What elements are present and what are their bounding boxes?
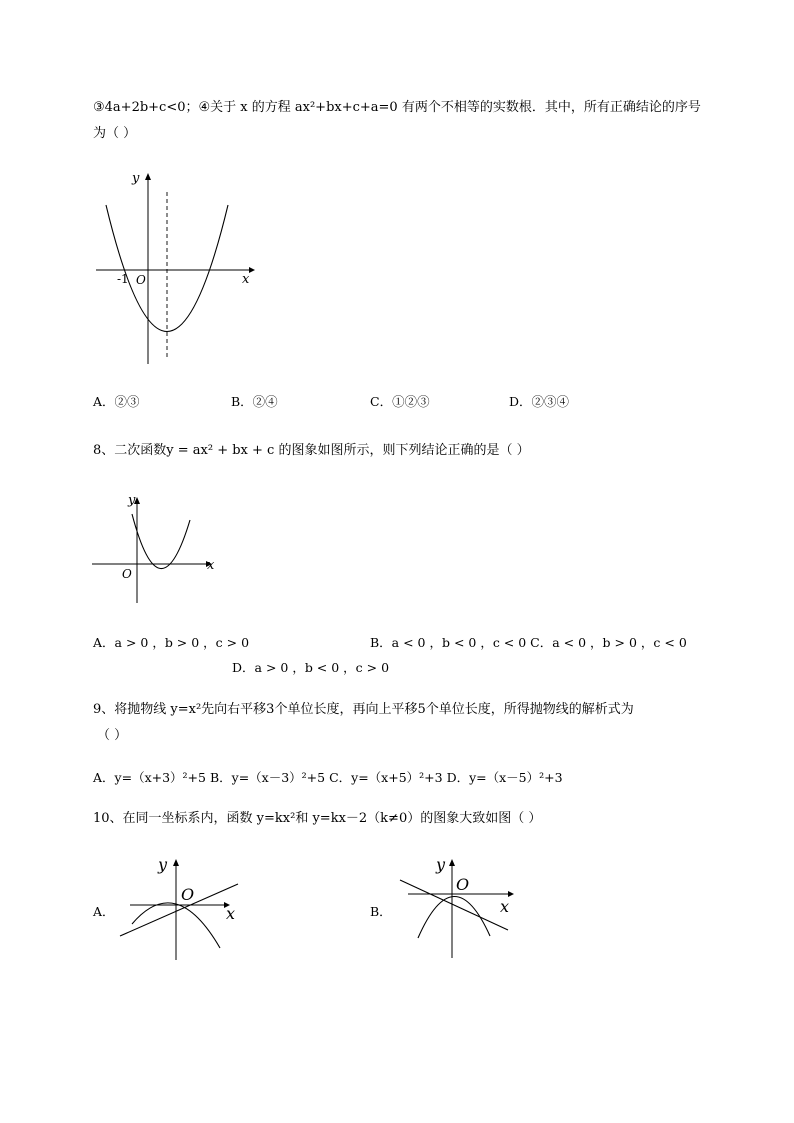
q10a-origin-label: O [181,885,195,904]
q7-option-d: D．②③④ [509,394,570,409]
q7-stem-line2: 为（ ） [93,126,137,141]
q7-option-a: A．②③ [93,394,140,409]
q7-option-b: B．②④ [231,394,278,409]
q10a-line [120,884,238,936]
q7-tick-minus-one: -1 [117,272,129,286]
q10b-origin-label: O [456,875,470,894]
q7-origin-label: O [136,273,146,287]
q10-graph-a [112,852,247,964]
q10a-y-axis [173,859,179,960]
q10a-x-label: x [226,904,236,923]
q9-options: A．y=（x+3）²+5 B．y=（x－3）²+5 C．y=（x+5）²+3 D．y=（x－5）²+3 [93,770,563,785]
q8-graph [90,490,225,606]
q8-x-axis [92,561,212,567]
q10-stem: 10、在同一坐标系内，函数 y=kx²和 y=kx－2（k≠0）的图象大致如图（ ） [93,811,542,826]
q10b-x-label: x [500,897,510,916]
q8-option-d: D．a > 0 ，b < 0 ，c > 0 [232,660,390,675]
q7-graph [92,168,262,368]
q8-y-label: y [128,493,136,508]
q10b-y-axis [449,859,455,958]
q8-parabola [132,514,190,569]
q7-y-axis [145,173,151,364]
q7-x-label: x [242,272,250,287]
q10-graph-b [390,852,525,964]
q8-y-axis [134,497,140,603]
q8-stem: 8、二次函数y = ax² + bx + c 的图象如图所示，则下列结论正确的是（ ） [93,443,530,458]
q10a-y-label: y [158,855,168,874]
q7-stem-line1: ③4a+2b+c<0；④关于 x 的方程 ax²+bx+c+a=0 有两个不相等的实数根．其中，所有正确结论的序号 [93,100,701,115]
q10b-y-label: y [436,855,446,874]
q7-y-label: y [132,171,140,186]
q8-origin-label: O [122,567,132,581]
q8-x-label: x [207,558,215,573]
q8-options-b-c: B．a < 0 ，b < 0 ，c < 0 C．a < 0 ，b > 0 ，c < 0 [370,635,687,650]
q10-option-a-label: A． [93,904,115,919]
q8-option-a: A．a > 0 ，b > 0 ，c > 0 [93,635,250,650]
q7-option-c: C．①②③ [370,394,430,409]
q10b-line [400,880,508,930]
q9-stem: 9、将抛物线 y=x²先向右平移3个单位长度，再向上平移5个单位长度，所得抛物线的解析式为 [93,702,634,717]
q10-option-b-label: B． [370,904,392,919]
q9-stem-line2: （ ） [97,728,128,743]
